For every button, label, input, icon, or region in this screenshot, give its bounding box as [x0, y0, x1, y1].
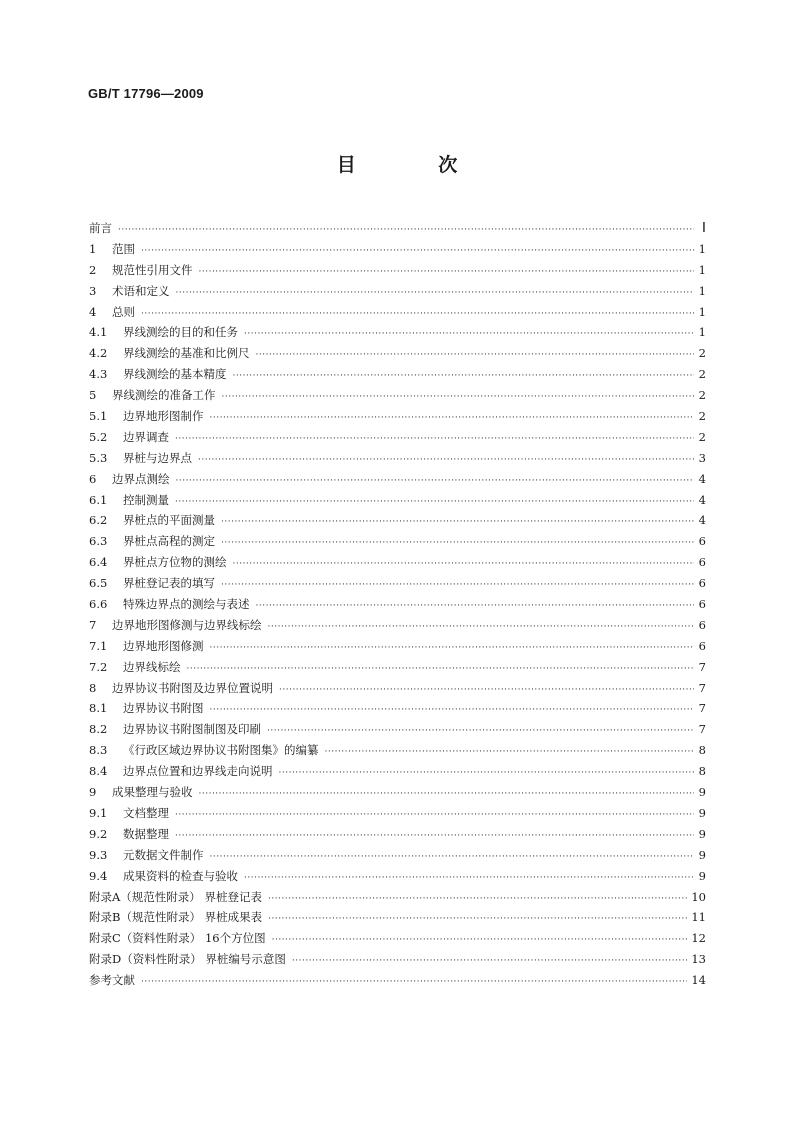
toc-entry-page: 6 — [698, 534, 706, 549]
toc-entry[interactable] — [89, 406, 706, 427]
toc-entry[interactable] — [89, 636, 706, 657]
toc-entry-label: 界线测绘的准备工作 — [112, 388, 216, 403]
toc-entry-page: 14 — [691, 973, 706, 988]
toc-entry-label: 界线测绘的基本精度 — [123, 367, 227, 382]
toc-leader-dots — [268, 889, 687, 910]
toc-entry-label: 边界调查 — [123, 429, 169, 444]
toc-entry[interactable] — [89, 260, 706, 281]
toc-entry-number: 4 — [89, 304, 97, 319]
toc-leader-dots — [141, 241, 694, 262]
toc-entry-number: 5.2 — [89, 429, 108, 444]
toc-leader-dots — [210, 408, 695, 429]
toc-entry-label: 边界协议书附图及边界位置说明 — [112, 680, 273, 695]
toc-entry-label: 前言 — [89, 221, 112, 235]
toc-leader-dots — [199, 262, 695, 283]
toc-entry-number: 5.3 — [89, 450, 108, 465]
toc-entry-number: 9.3 — [89, 847, 108, 862]
toc-entry-number: 6.1 — [89, 492, 108, 507]
toc-entry-label: 元数据文件制作 — [123, 847, 204, 862]
toc-entry-number: 7.2 — [89, 659, 108, 674]
toc-leader-dots — [198, 450, 694, 471]
toc-entry[interactable] — [89, 385, 706, 406]
toc-entry[interactable] — [89, 657, 706, 678]
toc-entry[interactable] — [89, 343, 706, 364]
toc-entry-page: 6 — [698, 617, 706, 632]
toc-entry-page: 9 — [698, 826, 706, 841]
toc-entry-page: 2 — [698, 388, 706, 403]
toc-entry-number: 8.1 — [89, 701, 108, 716]
toc-entry-page: 6 — [698, 597, 706, 612]
toc-entry[interactable] — [89, 678, 706, 699]
toc-entry[interactable] — [89, 845, 706, 866]
toc-entry-number: 6.2 — [89, 513, 108, 528]
toc-leader-dots — [210, 847, 695, 868]
toc-entry-page: 1 — [698, 262, 706, 277]
toc-entry-number: 5.1 — [89, 409, 108, 424]
toc-entry-page: 4 — [698, 513, 706, 528]
table-of-contents — [89, 218, 706, 991]
toc-entry-page: 9 — [698, 805, 706, 820]
toc-entry[interactable] — [89, 531, 706, 552]
toc-leader-dots — [279, 763, 695, 784]
toc-entry-label: 参考文献 — [89, 973, 135, 988]
toc-entry-page: 1 — [698, 304, 706, 319]
toc-entry-number: 4.2 — [89, 346, 108, 361]
toc-entry-number: 4.3 — [89, 367, 108, 382]
toc-leader-dots — [221, 533, 694, 554]
toc-entry-page: 10 — [691, 889, 706, 904]
toc-entry-label: 边界地形图修测与边界线标绘 — [112, 617, 262, 632]
toc-entry[interactable] — [89, 427, 706, 448]
toc-entry[interactable] — [89, 824, 706, 845]
toc-leader-dots — [175, 429, 694, 450]
toc-entry-page: 2 — [698, 429, 706, 444]
toc-leader-dots — [233, 554, 695, 575]
toc-entry-page: 1 — [698, 325, 706, 340]
toc-leader-dots — [175, 492, 694, 513]
toc-entry[interactable] — [89, 615, 706, 636]
toc-entry-page: 2 — [698, 346, 706, 361]
toc-entry[interactable] — [89, 594, 706, 615]
toc-entry-label: 附录C（资料性附录） 16个方位图 — [89, 931, 266, 946]
toc-entry[interactable] — [89, 907, 706, 928]
toc-entry[interactable] — [89, 866, 706, 887]
toc-leader-dots — [233, 366, 695, 387]
toc-entry-number: 6.5 — [89, 576, 108, 591]
toc-entry[interactable] — [89, 719, 706, 740]
toc-entry-page: 4 — [698, 471, 706, 486]
toc-leader-dots — [176, 471, 695, 492]
toc-entry-number: 9.1 — [89, 805, 108, 820]
toc-entry-label: 边界协议书附图制图及印刷 — [123, 722, 261, 737]
toc-entry-page: 3 — [698, 450, 706, 465]
toc-entry-page: 2 — [698, 367, 706, 382]
toc-entry[interactable] — [89, 698, 706, 719]
toc-entry[interactable] — [89, 302, 706, 323]
toc-leader-dots — [244, 868, 694, 889]
toc-entry-page: 6 — [698, 576, 706, 591]
toc-leader-dots — [267, 721, 694, 742]
toc-entry-number: 7.1 — [89, 638, 108, 653]
toc-entry[interactable] — [89, 803, 706, 824]
toc-entry-number: 6.6 — [89, 597, 108, 612]
toc-entry-label: 界桩点高程的测定 — [123, 534, 215, 549]
toc-entry-page: 2 — [698, 409, 706, 424]
toc-entry[interactable] — [89, 928, 706, 949]
toc-leader-dots — [256, 345, 695, 366]
toc-entry[interactable] — [89, 322, 706, 343]
toc-entry-label: 边界地形图制作 — [123, 409, 204, 424]
page-title: 目 次 — [336, 154, 496, 176]
toc-entry-label: 特殊边界点的测绘与表述 — [123, 597, 250, 612]
toc-entry-page: 13 — [691, 952, 706, 967]
toc-entry-label: 边界点测绘 — [112, 471, 170, 486]
toc-entry[interactable] — [89, 364, 706, 385]
toc-entry[interactable] — [89, 970, 706, 991]
toc-entry-label: 控制测量 — [123, 492, 169, 507]
toc-entry-label: 界桩登记表的填写 — [123, 576, 215, 591]
toc-leader-dots — [268, 909, 687, 930]
toc-entry-label: 成果资料的检查与验收 — [123, 868, 238, 883]
toc-leader-dots — [256, 596, 695, 617]
toc-entry-number: 9.4 — [89, 868, 108, 883]
toc-entry[interactable] — [89, 469, 706, 490]
toc-entry-label: 附录B（规范性附录） 界桩成果表 — [89, 910, 263, 925]
toc-entry-label: 边界协议书附图 — [123, 701, 204, 716]
toc-leader-dots — [175, 805, 694, 826]
toc-leader-dots — [222, 387, 695, 408]
toc-entry-number: 5 — [89, 388, 97, 403]
toc-entry-number: 2 — [89, 262, 97, 277]
toc-leader-dots — [187, 659, 695, 680]
toc-entry-page: 1 — [698, 283, 706, 298]
toc-entry-number: 1 — [89, 241, 97, 256]
toc-leader-dots — [118, 220, 694, 241]
toc-entry-number: 6.3 — [89, 534, 108, 549]
toc-entry[interactable] — [89, 239, 706, 260]
toc-leader-dots — [221, 575, 694, 596]
toc-entry-page: 1 — [698, 241, 706, 256]
toc-entry-page: 12 — [691, 931, 706, 946]
toc-leader-dots — [292, 951, 687, 972]
toc-entry[interactable] — [89, 887, 706, 908]
toc-entry-number: 6 — [89, 471, 97, 486]
toc-entry-page: 6 — [698, 638, 706, 653]
toc-entry-label: 总则 — [112, 304, 135, 319]
toc-entry-label: 界线测绘的基准和比例尺 — [123, 346, 250, 361]
toc-entry-page: 9 — [698, 868, 706, 883]
toc-entry[interactable] — [89, 573, 706, 594]
toc-entry-label: 边界线标绘 — [123, 659, 181, 674]
toc-entry-label: 界桩点的平面测量 — [123, 513, 215, 528]
toc-entry-page: 4 — [698, 492, 706, 507]
toc-entry[interactable] — [89, 761, 706, 782]
toc-entry[interactable] — [89, 490, 706, 511]
toc-entry-label: 界桩与边界点 — [123, 450, 192, 465]
toc-entry-page: Ⅰ — [701, 221, 706, 236]
toc-entry-number: 8.3 — [89, 743, 108, 758]
toc-entry-number: 9 — [89, 785, 97, 800]
toc-leader-dots — [221, 512, 694, 533]
toc-entry[interactable] — [89, 949, 706, 970]
toc-entry-label: 文档整理 — [123, 805, 169, 820]
toc-entry-number: 8 — [89, 680, 97, 695]
toc-entry[interactable] — [89, 740, 706, 761]
toc-entry-number: 7 — [89, 617, 97, 632]
toc-leader-dots — [268, 617, 695, 638]
toc-entry-label: 范围 — [112, 241, 135, 256]
toc-entry-label: 《行政区域边界协议书附图集》的编纂 — [123, 743, 319, 758]
toc-leader-dots — [199, 784, 695, 805]
toc-entry-label: 术语和定义 — [112, 283, 170, 298]
toc-entry-label: 数据整理 — [123, 826, 169, 841]
toc-entry-label: 界桩点方位物的测绘 — [123, 555, 227, 570]
toc-entry[interactable] — [89, 510, 706, 531]
toc-entry[interactable] — [89, 448, 706, 469]
toc-entry-number: 8.4 — [89, 764, 108, 779]
toc-leader-dots — [141, 304, 694, 325]
toc-entry[interactable] — [89, 552, 706, 573]
toc-leader-dots — [279, 680, 694, 701]
toc-entry-number: 9.2 — [89, 826, 108, 841]
toc-entry-label: 附录D（资料性附录） 界桩编号示意图 — [89, 952, 286, 967]
toc-entry-label: 成果整理与验收 — [112, 785, 193, 800]
toc-leader-dots — [176, 283, 695, 304]
standard-number: GB/T 17796—2009 — [88, 86, 204, 101]
toc-leader-dots — [244, 324, 694, 345]
toc-entry-label: 界线测绘的目的和任务 — [123, 325, 238, 340]
toc-entry-page: 7 — [698, 722, 706, 737]
toc-entry-page: 7 — [698, 701, 706, 716]
toc-entry-page: 8 — [698, 743, 706, 758]
toc-entry-number: 3 — [89, 283, 97, 298]
toc-entry-page: 7 — [698, 680, 706, 695]
toc-entry-page: 6 — [698, 555, 706, 570]
toc-leader-dots — [272, 930, 688, 951]
toc-entry[interactable] — [89, 281, 706, 302]
toc-entry[interactable] — [89, 782, 706, 803]
toc-entry-page: 8 — [698, 764, 706, 779]
toc-entry-number: 4.1 — [89, 325, 108, 340]
toc-entry-label: 边界地形图修测 — [123, 638, 204, 653]
toc-entry[interactable] — [89, 218, 706, 239]
toc-entry-page: 9 — [698, 847, 706, 862]
toc-entry-page: 11 — [691, 910, 706, 925]
toc-entry-label: 附录A（规范性附录） 界桩登记表 — [89, 889, 262, 904]
toc-entry-label: 规范性引用文件 — [112, 262, 193, 277]
toc-leader-dots — [210, 700, 695, 721]
toc-entry-number: 8.2 — [89, 722, 108, 737]
toc-leader-dots — [210, 638, 695, 659]
toc-leader-dots — [141, 972, 687, 993]
toc-entry-page: 7 — [698, 659, 706, 674]
toc-leader-dots — [325, 742, 695, 763]
toc-entry-number: 6.4 — [89, 555, 108, 570]
toc-entry-label: 边界点位置和边界线走向说明 — [123, 764, 273, 779]
toc-leader-dots — [175, 826, 694, 847]
toc-entry-page: 9 — [698, 785, 706, 800]
